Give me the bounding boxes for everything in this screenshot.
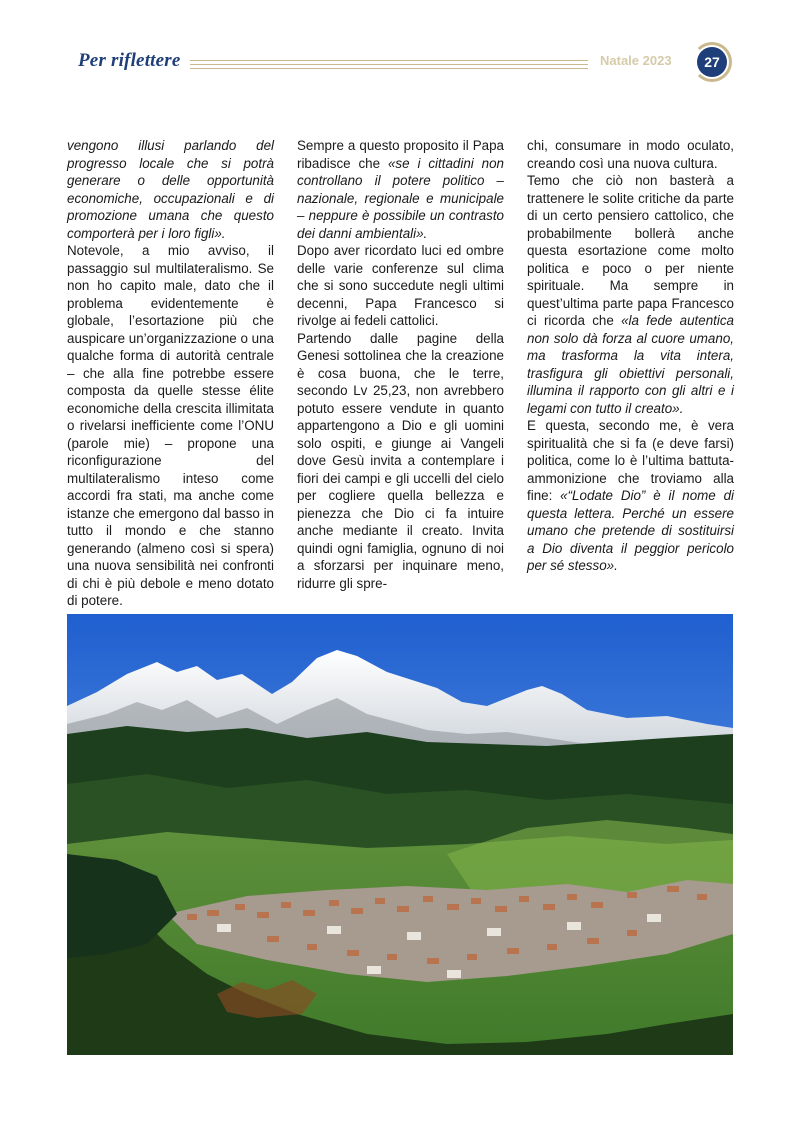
- paragraph: Partendo dalle pagine della Genesi sottolinea che la creazione è cosa buona, che le terre, secondo Lv 25,23, non avrebbero potuto essere vendute in quanto appartengono a Dio e gli uomini solo ospiti, e giunge ai Vangeli dove Gesù invita a contemplare i fiori dei campi e gli uccelli del cielo per cogliere quella bellezza e pienezza che Dio ci fa intuire anche mediante il creato. Invita quindi ogni famiglia, ognuno di noi a sforzarsi per inquinare meno, ridurre gli spre-: [297, 330, 504, 591]
- text-column-3: [527, 137, 734, 575]
- paragraph: [527, 417, 734, 575]
- paragraph: [67, 137, 274, 242]
- paragraph: Notevole, a mio avviso, il passaggio sul multilateralismo. Se non ho capito male, dato che il problema evidentemente è globale, l’esortazione più che auspicare un’organizzazione o una qualche forma di autorità centrale – che alla fine potrebbe essere composta da quelle stesse élite economiche della crescita illimitata o rivelarsi inefficiente come l’ONU (parole mie) – propone una riconfigurazione del multilateralismo inteso come accordi fra stati, ma anche come istanze che emergono dal basso in tutto il mondo e che stanno generando (almeno così si spera) una nuova sensibilità nei confronti di chi è più debole e meno dotato di potere.: [67, 243, 274, 608]
- paragraph: chi, consumare in modo oculato, creando così una nuova cultura.: [527, 138, 734, 171]
- issue-label: Natale 2023: [600, 53, 672, 68]
- italic-quote: vengono illusi parlando del progresso locale che si potrà generare o delle opportunità economiche, occupazionali e di promozione umana che questo comporterà per i loro figli».: [67, 138, 274, 241]
- page-header: [0, 0, 800, 100]
- section-title: Per riflettere: [78, 50, 181, 71]
- paragraph: [527, 172, 734, 417]
- text-column-1: [67, 137, 274, 610]
- mountain-village-photo: [67, 614, 733, 1055]
- paragraph-lead: E questa, secondo me, è vera spiritualità che si fa (e deve farsi) politica, come lo è l’ultima battuta-ammonizione che troviamo alla fine:: [527, 418, 734, 503]
- italic-quote: «la fede autentica non solo dà forza al cuore umano, ma trasforma la vita intera, trasfigura gli obiettivi personali, illumina il rapporto con gli altri e i legami con tutto il creato».: [527, 313, 734, 416]
- italic-quote: «se i cittadini non controllano il potere politico – nazionale, regionale e municipale – neppure è possibile un contrasto dei danni ambientali».: [297, 155, 504, 241]
- paragraph: [297, 137, 504, 242]
- page-number: 27: [697, 47, 727, 77]
- paragraph-lead: Temo che ciò non basterà a trattenere le solite critiche da parte di un certo pensiero cattolico, che probabilmente bollerà anche questa esortazione come molto politica e poco o per niente spirituale. Ma sempre in quest’ultima parte papa Francesco ci ricorda che: [527, 173, 734, 328]
- header-rule: [190, 60, 588, 61]
- landscape-illustration: [67, 614, 733, 1055]
- header-rule: [190, 68, 588, 69]
- italic-quote: «“Lodate Dio” è il nome di questa lettera. Perché un essere umano che pretende di sostituirsi a Dio diventa il peggior pericolo per sé stesso».: [527, 488, 734, 573]
- text-column-2: [297, 137, 504, 592]
- page-number-badge: [690, 40, 734, 84]
- paragraph-lead: Sempre a questo proposito il Papa ribadisce che: [297, 138, 504, 171]
- paragraph: Dopo aver ricordato luci ed ombre delle varie conferenze sul clima che si sono succedute negli ultimi decenni, Papa Francesco si rivolge ai fedeli cattolici.: [297, 243, 504, 328]
- header-rule: [190, 64, 588, 65]
